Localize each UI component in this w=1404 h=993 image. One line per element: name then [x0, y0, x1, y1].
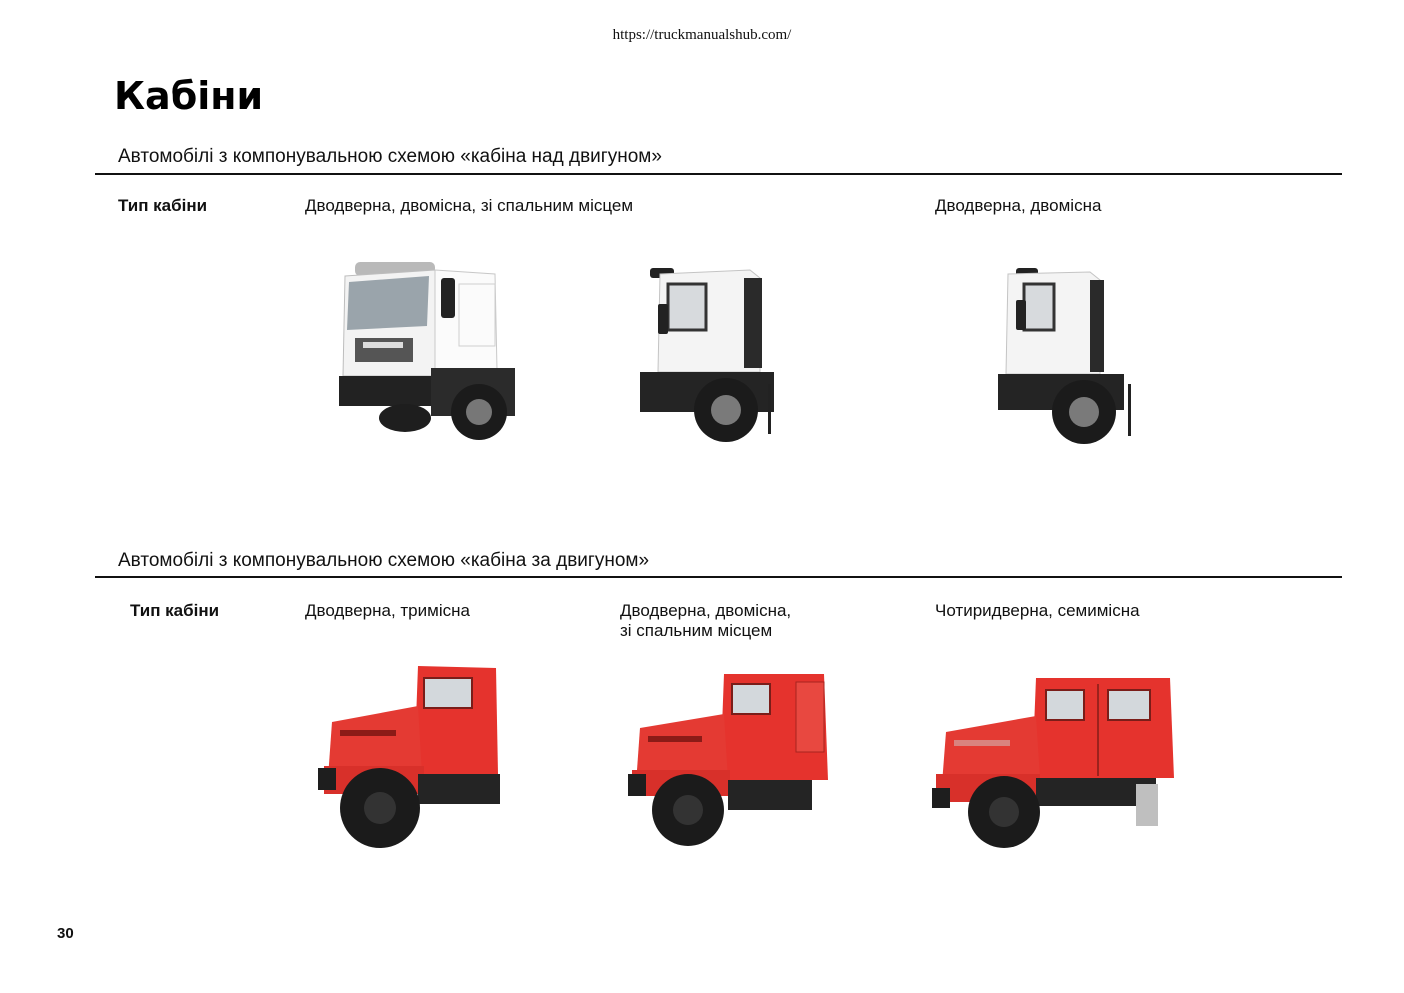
cab-type-two-door-three-seat: Дводверна, тримісна	[305, 601, 470, 620]
section-heading-cab-behind-engine: Автомобілі з компонувальною схемою «кабіна за двигуном»	[118, 550, 650, 571]
cab-type-two-door-sleeper: Дводверна, двомісна, зі спальним місцем	[620, 601, 792, 640]
source-url: https://truckmanualshub.com/	[612, 27, 792, 43]
white-cabover-truck-side-short-image	[998, 264, 1138, 450]
cab-type-two-door-sleeper: Дводверна, двомісна, зі спальним місцем	[305, 196, 634, 215]
page-number: 30	[57, 925, 74, 942]
section-heading-cab-over-engine: Автомобілі з компонувальною схемою «кабіна над двигуном»	[118, 146, 662, 167]
cab-type-two-door-two-seat: Дводверна, двомісна	[935, 196, 1102, 215]
white-cabover-truck-front-image	[335, 258, 525, 450]
cab-type-label: Тип кабіни	[130, 601, 220, 620]
white-cabover-truck-side-image	[640, 264, 780, 450]
cab-type-four-door-seven-seat: Чотиридверна, семимісна	[935, 601, 1140, 620]
red-conventional-truck-sleeper-image	[628, 670, 836, 850]
section-divider	[95, 576, 1342, 578]
red-conventional-truck-three-seat-image	[318, 662, 504, 852]
page-title: Кабіни	[114, 74, 264, 118]
section-divider	[95, 173, 1342, 175]
red-conventional-truck-crew-cab-image	[932, 676, 1176, 852]
cab-type-label: Тип кабіни	[118, 196, 208, 215]
